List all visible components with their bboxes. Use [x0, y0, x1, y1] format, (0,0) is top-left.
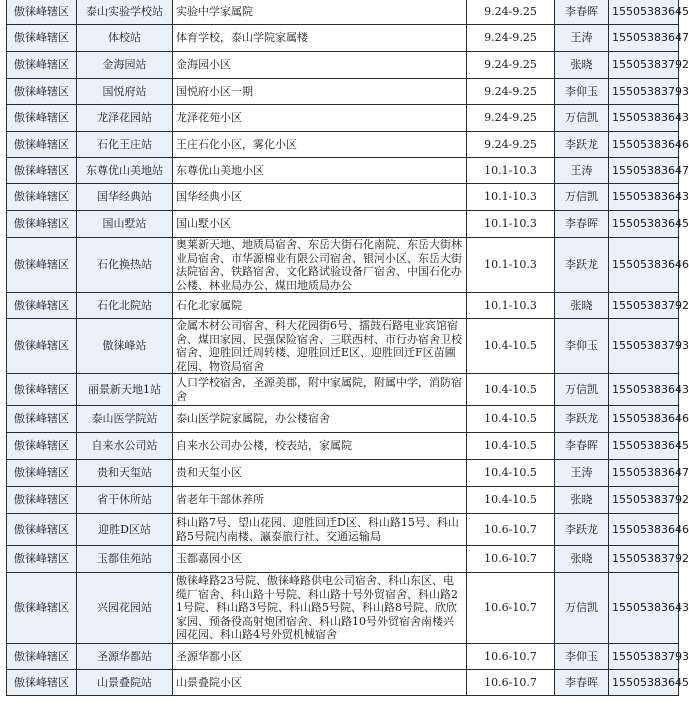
contact-person-cell: 李仰玉: [555, 644, 609, 670]
table-row: [7, 293, 679, 319]
contact-person-cell: 王涛: [555, 158, 609, 184]
phone-number-cell: 15505383793: [609, 319, 679, 374]
table-row: [7, 158, 679, 184]
date-range-cell: 10.1-10.3: [467, 184, 555, 211]
phone-number-cell: 15505383643: [609, 573, 679, 644]
table-row: [7, 25, 679, 52]
table-row: [7, 52, 679, 79]
contact-person-cell: 李仰玉: [555, 319, 609, 374]
contact-person-cell: 王涛: [555, 460, 609, 487]
phone-number-cell: 15505383647: [609, 460, 679, 487]
station-name-cell: 省干休所站: [77, 487, 173, 514]
contact-person-cell: 张晓: [555, 546, 609, 573]
phone-number-cell: 15505383646: [609, 514, 679, 546]
district-cell: 傲徕峰辖区: [7, 238, 77, 293]
district-cell: 傲徕峰辖区: [7, 670, 77, 696]
table-row: [7, 211, 679, 238]
phone-number-cell: 15505383792: [609, 293, 679, 319]
service-area-cell: 国山墅小区: [173, 211, 467, 238]
date-range-cell: 10.6-10.7: [467, 670, 555, 696]
district-cell: 傲徕峰辖区: [7, 319, 77, 374]
station-name-cell: 国华经典站: [77, 184, 173, 211]
date-range-cell: 10.1-10.3: [467, 238, 555, 293]
phone-number-cell: 15505383646: [609, 238, 679, 293]
phone-number-cell: 15505383643: [609, 184, 679, 211]
contact-person-cell: 张晓: [555, 487, 609, 514]
table-row: [7, 487, 679, 514]
station-name-cell: 傲徕峰站: [77, 319, 173, 374]
date-range-cell: 9.24-9.25: [467, 52, 555, 79]
phone-number-cell: 15505383647: [609, 25, 679, 52]
table-row: [7, 460, 679, 487]
date-range-cell: 9.24-9.25: [467, 132, 555, 158]
contact-person-cell: 王涛: [555, 25, 609, 52]
district-cell: 傲徕峰辖区: [7, 132, 77, 158]
contact-person-cell: 万信凯: [555, 573, 609, 644]
station-name-cell: 迎胜D区站: [77, 514, 173, 546]
date-range-cell: 9.24-9.25: [467, 25, 555, 52]
table-row: [7, 514, 679, 546]
district-cell: 傲徕峰辖区: [7, 105, 77, 132]
phone-number-cell: 15505383643: [609, 374, 679, 406]
district-cell: 傲徕峰辖区: [7, 644, 77, 670]
district-cell: 傲徕峰辖区: [7, 460, 77, 487]
station-name-cell: 石化北院站: [77, 293, 173, 319]
phone-number-cell: 15505383792: [609, 52, 679, 79]
table-row: [7, 670, 679, 696]
service-area-cell: 国华经典小区: [173, 184, 467, 211]
contact-person-cell: 李跃龙: [555, 238, 609, 293]
contact-person-cell: 李春晖: [555, 670, 609, 696]
phone-number-cell: 15505383645: [609, 670, 679, 696]
service-area-cell: 贵和天玺小区: [173, 460, 467, 487]
table-row: [7, 105, 679, 132]
date-range-cell: 9.24-9.25: [467, 79, 555, 105]
date-range-cell: 10.1-10.3: [467, 211, 555, 238]
phone-number-cell: 15505383793: [609, 79, 679, 105]
service-area-cell: 傲徕峰路23号院、傲徕峰路供电公司宿舍、科山东区、电缆厂宿舍、科山路十号院、科山路十号外贸宿舍、科山路21号院、科山路3号院、科山路5号院、科山路8号院、欣欣家园、预备役高射炮团宿舍、科山路10号外贸宿舍南楼兴园花园、科山路4号外贸机械宿舍: [173, 573, 467, 644]
table-row: [7, 132, 679, 158]
table-row: [7, 433, 679, 460]
service-area-cell: 泰山医学院家属院，办公楼宿舍: [173, 406, 467, 433]
service-area-cell: 东尊优山美地小区: [173, 158, 467, 184]
phone-number-cell: 15505383645: [609, 0, 679, 25]
date-range-cell: 10.4-10.5: [467, 406, 555, 433]
contact-person-cell: 万信凯: [555, 184, 609, 211]
district-cell: 傲徕峰辖区: [7, 211, 77, 238]
station-name-cell: 兴园花园站: [77, 573, 173, 644]
station-name-cell: 自来水公司站: [77, 433, 173, 460]
service-area-cell: 自来水公司办公楼，校表站，家属院: [173, 433, 467, 460]
station-name-cell: 泰山医学院站: [77, 406, 173, 433]
service-area-cell: 省老年干部休养所: [173, 487, 467, 514]
district-cell: 傲徕峰辖区: [7, 158, 77, 184]
date-range-cell: 10.6-10.7: [467, 546, 555, 573]
district-cell: 傲徕峰辖区: [7, 52, 77, 79]
service-area-cell: 圣源华都小区: [173, 644, 467, 670]
table-row: [7, 0, 679, 25]
date-range-cell: 10.6-10.7: [467, 573, 555, 644]
service-area-cell: 国悦府小区一期: [173, 79, 467, 105]
heating-schedule-table: [6, 0, 689, 696]
date-range-cell: 9.24-9.25: [467, 0, 555, 25]
service-area-cell: 人口学校宿舍，圣源美郡，附中家属院，附属中学，消防宿舍: [173, 374, 467, 406]
station-name-cell: 山景叠院站: [77, 670, 173, 696]
district-cell: 傲徕峰辖区: [7, 487, 77, 514]
service-area-cell: 玉都嘉园小区: [173, 546, 467, 573]
station-name-cell: 东尊优山美地站: [77, 158, 173, 184]
contact-person-cell: 李仰玉: [555, 79, 609, 105]
station-name-cell: 龙泽花园站: [77, 105, 173, 132]
phone-number-cell: 15505383646: [609, 406, 679, 433]
service-area-cell: 山景叠院小区: [173, 670, 467, 696]
table-row: [7, 546, 679, 573]
date-range-cell: 10.4-10.5: [467, 460, 555, 487]
district-cell: 傲徕峰辖区: [7, 374, 77, 406]
table-row: [7, 573, 679, 644]
district-cell: 傲徕峰辖区: [7, 573, 77, 644]
table-row: [7, 374, 679, 406]
service-area-cell: 科山路7号、望山花园、迎胜回迁D区、科山路15号、科山路5号院内南楼、瀛泰旅行社、交通运输局: [173, 514, 467, 546]
phone-number-cell: 15505383645: [609, 211, 679, 238]
contact-person-cell: 李春晖: [555, 0, 609, 25]
phone-number-cell: 15505383646: [609, 132, 679, 158]
phone-number-cell: 15505383645: [609, 433, 679, 460]
district-cell: 傲徕峰辖区: [7, 79, 77, 105]
table-row: [7, 406, 679, 433]
date-range-cell: 10.1-10.3: [467, 158, 555, 184]
date-range-cell: 10.6-10.7: [467, 514, 555, 546]
phone-number-cell: 15505383792: [609, 487, 679, 514]
phone-number-cell: 15505383792: [609, 546, 679, 573]
date-range-cell: 10.4-10.5: [467, 433, 555, 460]
date-range-cell: 10.4-10.5: [467, 487, 555, 514]
district-cell: 傲徕峰辖区: [7, 25, 77, 52]
station-name-cell: 石化王庄站: [77, 132, 173, 158]
service-area-cell: 金属木材公司宿舍、科大花园街6号、擂鼓石路电业宾馆宿舍、煤田家园、民强保险宿舍、三联西村、市行办宿舍卫校宿舍、迎胜回迁周转楼、迎胜回迁E区、迎胜回迁F区苗圃花园、物资局宿舍: [173, 319, 467, 374]
station-name-cell: 贵和天玺站: [77, 460, 173, 487]
contact-person-cell: 李跃龙: [555, 132, 609, 158]
date-range-cell: 10.4-10.5: [467, 319, 555, 374]
contact-person-cell: 李跃龙: [555, 406, 609, 433]
contact-person-cell: 李春晖: [555, 433, 609, 460]
table-row: [7, 184, 679, 211]
contact-person-cell: 张晓: [555, 293, 609, 319]
station-name-cell: 石化换热站: [77, 238, 173, 293]
table-row: [7, 79, 679, 105]
service-area-cell: 王庄石化小区，雾化小区: [173, 132, 467, 158]
district-cell: 傲徕峰辖区: [7, 433, 77, 460]
service-area-cell: 石化北家属院: [173, 293, 467, 319]
date-range-cell: 10.1-10.3: [467, 293, 555, 319]
service-area-cell: 实验中学家属院: [173, 0, 467, 25]
station-name-cell: 圣源华都站: [77, 644, 173, 670]
station-name-cell: 国悦府站: [77, 79, 173, 105]
contact-person-cell: 李春晖: [555, 211, 609, 238]
contact-person-cell: 万信凯: [555, 105, 609, 132]
district-cell: 傲徕峰辖区: [7, 406, 77, 433]
service-area-cell: 体育学校，泰山学院家属楼: [173, 25, 467, 52]
date-range-cell: 10.6-10.7: [467, 644, 555, 670]
contact-person-cell: 万信凯: [555, 374, 609, 406]
table-row: [7, 319, 679, 374]
station-name-cell: 体校站: [77, 25, 173, 52]
service-area-cell: 龙泽花苑小区: [173, 105, 467, 132]
district-cell: 傲徕峰辖区: [7, 546, 77, 573]
station-name-cell: 泰山实验学校站: [77, 0, 173, 25]
contact-person-cell: 李跃龙: [555, 514, 609, 546]
table-row: [7, 644, 679, 670]
date-range-cell: 10.4-10.5: [467, 374, 555, 406]
phone-number-cell: 15505383647: [609, 158, 679, 184]
district-cell: 傲徕峰辖区: [7, 184, 77, 211]
date-range-cell: 9.24-9.25: [467, 105, 555, 132]
table-row: [7, 238, 679, 293]
contact-person-cell: 张晓: [555, 52, 609, 79]
phone-number-cell: 15505383643: [609, 105, 679, 132]
district-cell: 傲徕峰辖区: [7, 0, 77, 25]
service-area-cell: 奥莱新天地、地质局宿舍、东岳大街石化南院、东岳大街林业局宿舍、市华源棉业有限公司宿舍、银河小区、东岳大街法院宿舍、铁路宿舍、文化路试验设备厂宿舍、中国石化办公楼、林业局办公、煤田地质局办公: [173, 238, 467, 293]
service-area-cell: 金海园小区: [173, 52, 467, 79]
phone-number-cell: 15505383793: [609, 644, 679, 670]
station-name-cell: 玉都佳苑站: [77, 546, 173, 573]
district-cell: 傲徕峰辖区: [7, 514, 77, 546]
station-name-cell: 金海园站: [77, 52, 173, 79]
station-name-cell: 丽景新天地1站: [77, 374, 173, 406]
station-name-cell: 国山墅站: [77, 211, 173, 238]
district-cell: 傲徕峰辖区: [7, 293, 77, 319]
table-body: [7, 0, 689, 696]
